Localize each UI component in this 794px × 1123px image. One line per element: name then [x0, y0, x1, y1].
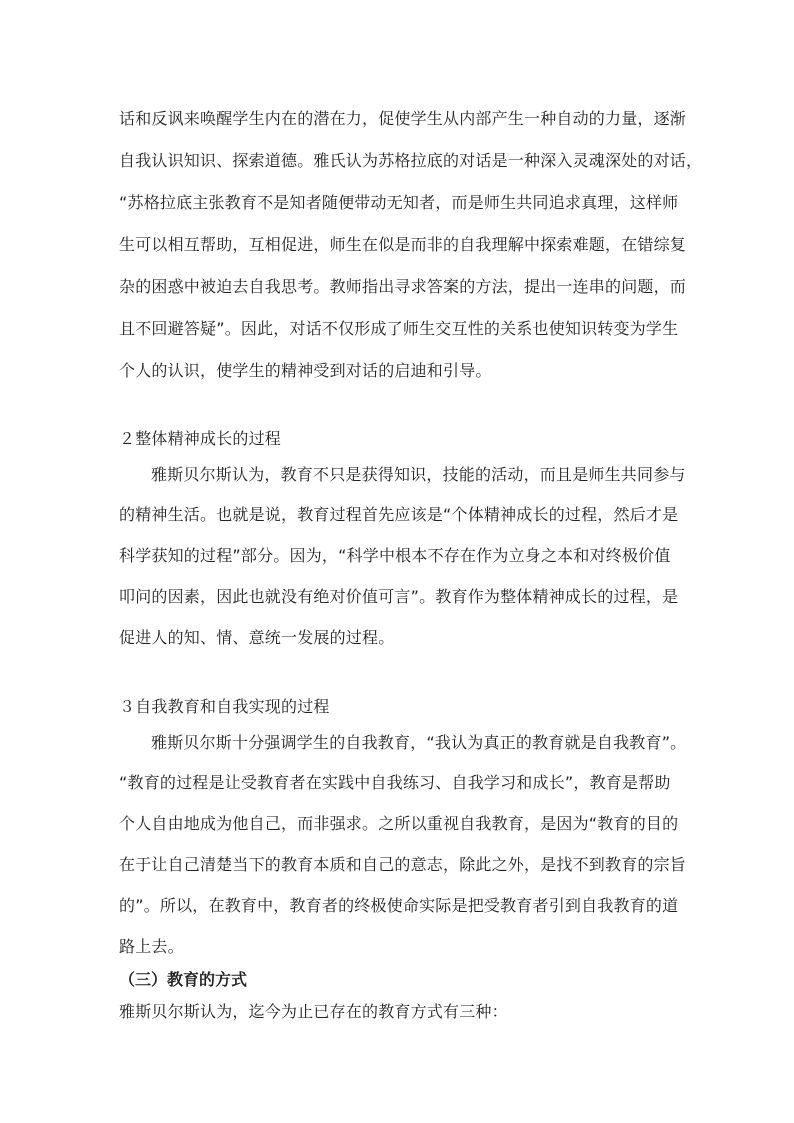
paragraph-line: 话和反讽来唤醒学生内在的潜在力，促使学生从内部产生一种自动的力量，逐渐	[119, 109, 687, 128]
paragraph-line: 自我认识知识、探索道德。雅氏认为苏格拉底的对话是一种深入灵魂深处的对话，	[119, 151, 703, 170]
paragraph-line: 叩问的因素，因此也就没有绝对价值可言”。教育作为整体精神成长的过程，是	[119, 587, 679, 606]
paragraph-line: 个人自由地成为他自己，而非强求。之所以重视自我教育，是因为“教育的目的	[119, 814, 679, 833]
paragraph-line: 雅斯贝尔斯十分强调学生的自我教育，“我认为真正的教育就是自我教育”。	[151, 733, 687, 752]
paragraph-line: 雅斯贝尔斯认为，教育不只是获得知识，技能的活动，而且是师生共同参与	[151, 465, 686, 484]
paragraph-line: “苏格拉底主张教育不是知者随便带动无知者，而是师生共同追求真理，这样师	[119, 193, 679, 212]
paragraph-line: 的”。所以，在教育中，教育者的终极使命实际是把受教育者引到自我教育的道	[119, 896, 679, 915]
paragraph-line: 杂的困惑中被迫去自我思考。教师指出寻求答案的方法，提出一连串的问题，而	[119, 277, 687, 296]
paragraph-line: 路上去。	[119, 937, 184, 956]
section-heading-2: ２整体精神成长的过程	[119, 429, 282, 448]
paragraph-line: “教育的过程是让受教育者在实践中自我练习、自我学习和成长”，教育是帮助	[119, 773, 671, 792]
paragraph-line: 个人的认识，使学生的精神受到对话的启迪和引导。	[119, 361, 492, 380]
paragraph-line: 的精神生活。也就是说，教育过程首先应该是“个体精神成长的过程，然后才是	[119, 505, 679, 524]
section-heading-3: ３自我教育和自我实现的过程	[119, 697, 330, 716]
paragraph-line: 科学获知的过程”部分。因为，“科学中根本不存在作为立身之本和对终极价值	[119, 546, 671, 565]
paragraph-line: 促进人的知、情、意统一发展的过程。	[119, 628, 395, 647]
paragraph-line: 雅斯贝尔斯认为，迄今为止已存在的教育方式有三种：	[119, 1002, 508, 1021]
paragraph-line: 且不回避答疑”。因此，对话不仅形成了师生交互性的关系也使知识转变为学生	[119, 319, 679, 338]
paragraph-line: 生可以相互帮助，互相促进，师生在似是而非的自我理解中探索难题，在错综复	[119, 235, 687, 254]
section-heading-method: （三）教育的方式	[119, 970, 248, 989]
paragraph-line: 在于让自己清楚当下的教育本质和自己的意志，除此之外，是找不到教育的宗旨	[119, 855, 687, 874]
